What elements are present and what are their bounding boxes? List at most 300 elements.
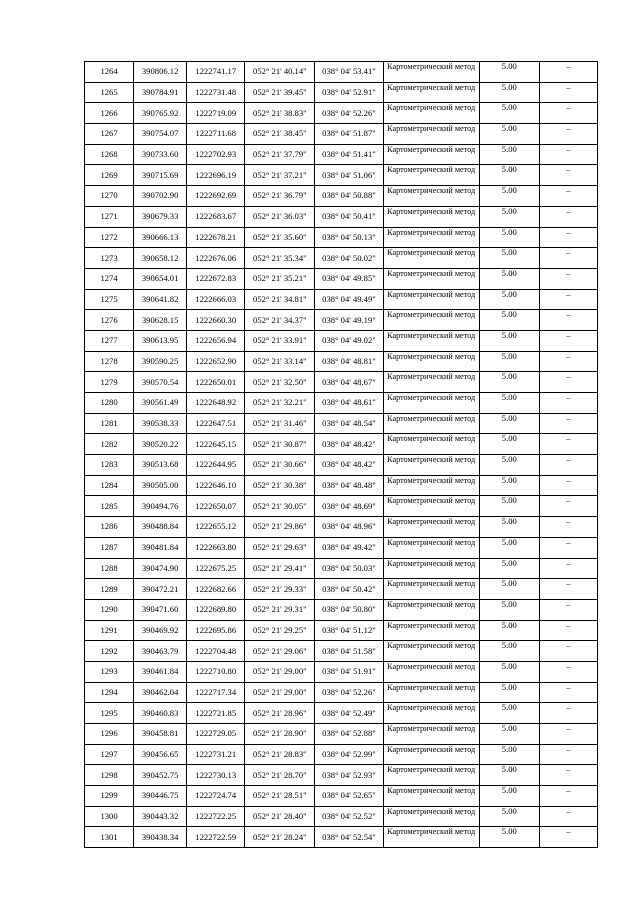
point-number-cell: 1267: [85, 124, 134, 145]
table-row: [85, 351, 598, 372]
latitude-cell: 052° 21' 31.46": [245, 413, 315, 434]
longitude-cell: 038° 04' 50.02": [315, 248, 383, 269]
y-coordinate-cell: 1222666.03: [187, 289, 245, 310]
longitude-cell: 038° 04' 49.42": [315, 537, 383, 558]
accuracy-cell: 5.00: [479, 620, 539, 641]
dash-cell: –: [539, 496, 597, 517]
table-row: [85, 806, 598, 827]
x-coordinate-cell: 390505.00: [134, 475, 187, 496]
method-cell: Картометрический метод: [383, 144, 479, 165]
latitude-cell: 052° 21' 28.40": [245, 806, 315, 827]
dash-cell: –: [539, 144, 597, 165]
point-number-cell: 1266: [85, 103, 134, 124]
y-coordinate-cell: 1222682.66: [187, 579, 245, 600]
table-row: [85, 703, 598, 724]
x-coordinate-cell: 390628.15: [134, 310, 187, 331]
table-row: [85, 289, 598, 310]
y-coordinate-cell: 1222719.09: [187, 103, 245, 124]
x-coordinate-cell: 390806.12: [134, 62, 187, 83]
latitude-cell: 052° 21' 30.05": [245, 496, 315, 517]
method-cell: Картометрический метод: [383, 806, 479, 827]
y-coordinate-cell: 1222721.85: [187, 703, 245, 724]
table-row: [85, 82, 598, 103]
latitude-cell: 052° 21' 29.25": [245, 620, 315, 641]
dash-cell: –: [539, 455, 597, 476]
longitude-cell: 038° 04' 48.54": [315, 413, 383, 434]
dash-cell: –: [539, 434, 597, 455]
table-row: [85, 186, 598, 207]
y-coordinate-cell: 1222722.59: [187, 827, 245, 848]
longitude-cell: 038° 04' 48.69": [315, 496, 383, 517]
y-coordinate-cell: 1222741.17: [187, 62, 245, 83]
dash-cell: –: [539, 475, 597, 496]
x-coordinate-cell: 390679.33: [134, 206, 187, 227]
point-number-cell: 1269: [85, 165, 134, 186]
longitude-cell: 038° 04' 51.91": [315, 661, 383, 682]
method-cell: Картометрический метод: [383, 517, 479, 538]
dash-cell: –: [539, 289, 597, 310]
longitude-cell: 038° 04' 48.42": [315, 455, 383, 476]
table-row: [85, 144, 598, 165]
latitude-cell: 052° 21' 29.06": [245, 641, 315, 662]
latitude-cell: 052° 21' 32.50": [245, 372, 315, 393]
y-coordinate-cell: 1222656.94: [187, 330, 245, 351]
coordinates-table: [84, 61, 598, 848]
accuracy-cell: 5.00: [479, 558, 539, 579]
table-row: [85, 558, 598, 579]
point-number-cell: 1290: [85, 599, 134, 620]
longitude-cell: 038° 04' 53.41": [315, 62, 383, 83]
latitude-cell: 052° 21' 30.87": [245, 434, 315, 455]
x-coordinate-cell: 390561.49: [134, 393, 187, 414]
x-coordinate-cell: 390538.33: [134, 413, 187, 434]
accuracy-cell: 5.00: [479, 724, 539, 745]
accuracy-cell: 5.00: [479, 248, 539, 269]
dash-cell: –: [539, 599, 597, 620]
accuracy-cell: 5.00: [479, 186, 539, 207]
accuracy-cell: 5.00: [479, 579, 539, 600]
table-row: [85, 765, 598, 786]
dash-cell: –: [539, 310, 597, 331]
method-cell: Картометрический метод: [383, 537, 479, 558]
latitude-cell: 052° 21' 28.83": [245, 744, 315, 765]
y-coordinate-cell: 1222722.25: [187, 806, 245, 827]
method-cell: Картометрический метод: [383, 455, 479, 476]
latitude-cell: 052° 21' 30.66": [245, 455, 315, 476]
latitude-cell: 052° 21' 28.51": [245, 786, 315, 807]
y-coordinate-cell: 1222724.74: [187, 786, 245, 807]
y-coordinate-cell: 1222648.92: [187, 393, 245, 414]
accuracy-cell: 5.00: [479, 765, 539, 786]
table-row: [85, 372, 598, 393]
longitude-cell: 038° 04' 50.41": [315, 206, 383, 227]
method-cell: Картометрический метод: [383, 393, 479, 414]
method-cell: Картометрический метод: [383, 268, 479, 289]
method-cell: Картометрический метод: [383, 744, 479, 765]
accuracy-cell: 5.00: [479, 103, 539, 124]
longitude-cell: 038° 04' 49.02": [315, 330, 383, 351]
point-number-cell: 1264: [85, 62, 134, 83]
dash-cell: –: [539, 744, 597, 765]
point-number-cell: 1296: [85, 724, 134, 745]
dash-cell: –: [539, 103, 597, 124]
longitude-cell: 038° 04' 50.42": [315, 579, 383, 600]
longitude-cell: 038° 04' 49.49": [315, 289, 383, 310]
accuracy-cell: 5.00: [479, 786, 539, 807]
y-coordinate-cell: 1222672.83: [187, 268, 245, 289]
x-coordinate-cell: 390488.84: [134, 517, 187, 538]
dash-cell: –: [539, 703, 597, 724]
x-coordinate-cell: 390494.76: [134, 496, 187, 517]
accuracy-cell: 5.00: [479, 455, 539, 476]
dash-cell: –: [539, 330, 597, 351]
point-number-cell: 1288: [85, 558, 134, 579]
method-cell: Картометрический метод: [383, 62, 479, 83]
method-cell: Картометрический метод: [383, 724, 479, 745]
table-row: [85, 165, 598, 186]
dash-cell: –: [539, 248, 597, 269]
point-number-cell: 1295: [85, 703, 134, 724]
latitude-cell: 052° 21' 35.60": [245, 227, 315, 248]
longitude-cell: 038° 04' 48.42": [315, 434, 383, 455]
x-coordinate-cell: 390520.22: [134, 434, 187, 455]
method-cell: Картометрический метод: [383, 475, 479, 496]
longitude-cell: 038° 04' 50.13": [315, 227, 383, 248]
point-number-cell: 1272: [85, 227, 134, 248]
point-number-cell: 1299: [85, 786, 134, 807]
point-number-cell: 1275: [85, 289, 134, 310]
table-row: [85, 124, 598, 145]
table-row: [85, 434, 598, 455]
accuracy-cell: 5.00: [479, 124, 539, 145]
longitude-cell: 038° 04' 50.03": [315, 558, 383, 579]
x-coordinate-cell: 390463.79: [134, 641, 187, 662]
latitude-cell: 052° 21' 29.63": [245, 537, 315, 558]
y-coordinate-cell: 1222731.48: [187, 82, 245, 103]
longitude-cell: 038° 04' 51.12": [315, 620, 383, 641]
method-cell: Картометрический метод: [383, 579, 479, 600]
method-cell: Картометрический метод: [383, 558, 479, 579]
method-cell: Картометрический метод: [383, 496, 479, 517]
table-row: [85, 517, 598, 538]
y-coordinate-cell: 1222675.25: [187, 558, 245, 579]
method-cell: Картометрический метод: [383, 682, 479, 703]
x-coordinate-cell: 390481.84: [134, 537, 187, 558]
dash-cell: –: [539, 641, 597, 662]
longitude-cell: 038° 04' 52.93": [315, 765, 383, 786]
point-number-cell: 1284: [85, 475, 134, 496]
y-coordinate-cell: 1222647.51: [187, 413, 245, 434]
point-number-cell: 1265: [85, 82, 134, 103]
method-cell: Картометрический метод: [383, 434, 479, 455]
method-cell: Картометрический метод: [383, 599, 479, 620]
latitude-cell: 052° 21' 28.90": [245, 724, 315, 745]
latitude-cell: 052° 21' 35.21": [245, 268, 315, 289]
latitude-cell: 052° 21' 29.86": [245, 517, 315, 538]
y-coordinate-cell: 1222663.80: [187, 537, 245, 558]
accuracy-cell: 5.00: [479, 475, 539, 496]
longitude-cell: 038° 04' 48.61": [315, 393, 383, 414]
point-number-cell: 1282: [85, 434, 134, 455]
accuracy-cell: 5.00: [479, 641, 539, 662]
method-cell: Картометрический метод: [383, 186, 479, 207]
accuracy-cell: 5.00: [479, 413, 539, 434]
point-number-cell: 1277: [85, 330, 134, 351]
longitude-cell: 038° 04' 52.49": [315, 703, 383, 724]
latitude-cell: 052° 21' 40.14": [245, 62, 315, 83]
point-number-cell: 1270: [85, 186, 134, 207]
x-coordinate-cell: 390458.81: [134, 724, 187, 745]
dash-cell: –: [539, 765, 597, 786]
y-coordinate-cell: 1222678.21: [187, 227, 245, 248]
dash-cell: –: [539, 620, 597, 641]
accuracy-cell: 5.00: [479, 806, 539, 827]
dash-cell: –: [539, 268, 597, 289]
y-coordinate-cell: 1222660.30: [187, 310, 245, 331]
latitude-cell: 052° 21' 28.24": [245, 827, 315, 848]
y-coordinate-cell: 1222710.80: [187, 661, 245, 682]
latitude-cell: 052° 21' 29.00": [245, 661, 315, 682]
dash-cell: –: [539, 62, 597, 83]
accuracy-cell: 5.00: [479, 393, 539, 414]
point-number-cell: 1276: [85, 310, 134, 331]
y-coordinate-cell: 1222730.13: [187, 765, 245, 786]
dash-cell: –: [539, 165, 597, 186]
method-cell: Картометрический метод: [383, 661, 479, 682]
point-number-cell: 1289: [85, 579, 134, 600]
point-number-cell: 1273: [85, 248, 134, 269]
method-cell: Картометрический метод: [383, 372, 479, 393]
latitude-cell: 052° 21' 34.81": [245, 289, 315, 310]
y-coordinate-cell: 1222683.67: [187, 206, 245, 227]
point-number-cell: 1301: [85, 827, 134, 848]
x-coordinate-cell: 390471.60: [134, 599, 187, 620]
table-row: [85, 827, 598, 848]
x-coordinate-cell: 390446.75: [134, 786, 187, 807]
latitude-cell: 052° 21' 37.21": [245, 165, 315, 186]
dash-cell: –: [539, 351, 597, 372]
latitude-cell: 052° 21' 28.96": [245, 703, 315, 724]
x-coordinate-cell: 390461.84: [134, 661, 187, 682]
dash-cell: –: [539, 786, 597, 807]
y-coordinate-cell: 1222650.07: [187, 496, 245, 517]
latitude-cell: 052° 21' 30.38": [245, 475, 315, 496]
method-cell: Картометрический метод: [383, 351, 479, 372]
longitude-cell: 038° 04' 50.80": [315, 599, 383, 620]
y-coordinate-cell: 1222689.80: [187, 599, 245, 620]
table-row: [85, 641, 598, 662]
point-number-cell: 1286: [85, 517, 134, 538]
accuracy-cell: 5.00: [479, 144, 539, 165]
latitude-cell: 052° 21' 33.14": [245, 351, 315, 372]
method-cell: Картометрический метод: [383, 248, 479, 269]
x-coordinate-cell: 390456.65: [134, 744, 187, 765]
dash-cell: –: [539, 393, 597, 414]
y-coordinate-cell: 1222704.48: [187, 641, 245, 662]
x-coordinate-cell: 390452.75: [134, 765, 187, 786]
dash-cell: –: [539, 806, 597, 827]
longitude-cell: 038° 04' 52.52": [315, 806, 383, 827]
table-row: [85, 62, 598, 83]
x-coordinate-cell: 390438.34: [134, 827, 187, 848]
dash-cell: –: [539, 661, 597, 682]
longitude-cell: 038° 04' 48.81": [315, 351, 383, 372]
method-cell: Картометрический метод: [383, 641, 479, 662]
dash-cell: –: [539, 372, 597, 393]
longitude-cell: 038° 04' 52.54": [315, 827, 383, 848]
table-row: [85, 682, 598, 703]
point-number-cell: 1291: [85, 620, 134, 641]
accuracy-cell: 5.00: [479, 682, 539, 703]
method-cell: Картометрический метод: [383, 413, 479, 434]
table-row: [85, 330, 598, 351]
method-cell: Картометрический метод: [383, 82, 479, 103]
dash-cell: –: [539, 579, 597, 600]
accuracy-cell: 5.00: [479, 268, 539, 289]
method-cell: Картометрический метод: [383, 703, 479, 724]
point-number-cell: 1292: [85, 641, 134, 662]
method-cell: Картометрический метод: [383, 289, 479, 310]
dash-cell: –: [539, 517, 597, 538]
x-coordinate-cell: 390654.01: [134, 268, 187, 289]
y-coordinate-cell: 1222692.69: [187, 186, 245, 207]
accuracy-cell: 5.00: [479, 434, 539, 455]
accuracy-cell: 5.00: [479, 496, 539, 517]
longitude-cell: 038° 04' 52.26": [315, 103, 383, 124]
y-coordinate-cell: 1222711.68: [187, 124, 245, 145]
longitude-cell: 038° 04' 52.91": [315, 82, 383, 103]
latitude-cell: 052° 21' 29.41": [245, 558, 315, 579]
y-coordinate-cell: 1222729.05: [187, 724, 245, 745]
method-cell: Картометрический метод: [383, 227, 479, 248]
dash-cell: –: [539, 682, 597, 703]
point-number-cell: 1278: [85, 351, 134, 372]
point-number-cell: 1268: [85, 144, 134, 165]
accuracy-cell: 5.00: [479, 599, 539, 620]
accuracy-cell: 5.00: [479, 227, 539, 248]
point-number-cell: 1298: [85, 765, 134, 786]
table-row: [85, 310, 598, 331]
y-coordinate-cell: 1222645.15: [187, 434, 245, 455]
accuracy-cell: 5.00: [479, 537, 539, 558]
dash-cell: –: [539, 227, 597, 248]
x-coordinate-cell: 390474.90: [134, 558, 187, 579]
accuracy-cell: 5.00: [479, 165, 539, 186]
point-number-cell: 1285: [85, 496, 134, 517]
accuracy-cell: 5.00: [479, 661, 539, 682]
method-cell: Картометрический метод: [383, 827, 479, 848]
longitude-cell: 038° 04' 51.06": [315, 165, 383, 186]
method-cell: Картометрический метод: [383, 206, 479, 227]
latitude-cell: 052° 21' 38.83": [245, 103, 315, 124]
accuracy-cell: 5.00: [479, 517, 539, 538]
point-number-cell: 1297: [85, 744, 134, 765]
dash-cell: –: [539, 82, 597, 103]
method-cell: Картометрический метод: [383, 786, 479, 807]
y-coordinate-cell: 1222655.12: [187, 517, 245, 538]
x-coordinate-cell: 390462.04: [134, 682, 187, 703]
latitude-cell: 052° 21' 28.70": [245, 765, 315, 786]
latitude-cell: 052° 21' 29.31": [245, 599, 315, 620]
table-row: [85, 661, 598, 682]
table-row: [85, 393, 598, 414]
x-coordinate-cell: 390590.25: [134, 351, 187, 372]
y-coordinate-cell: 1222646.10: [187, 475, 245, 496]
latitude-cell: 052° 21' 29.00": [245, 682, 315, 703]
coordinates-table-body: [85, 62, 598, 848]
table-row: [85, 599, 598, 620]
table-row: [85, 496, 598, 517]
table-row: [85, 206, 598, 227]
longitude-cell: 038° 04' 52.26": [315, 682, 383, 703]
accuracy-cell: 5.00: [479, 206, 539, 227]
x-coordinate-cell: 390733.60: [134, 144, 187, 165]
method-cell: Картометрический метод: [383, 620, 479, 641]
dash-cell: –: [539, 724, 597, 745]
x-coordinate-cell: 390784.91: [134, 82, 187, 103]
x-coordinate-cell: 390469.92: [134, 620, 187, 641]
x-coordinate-cell: 390702.90: [134, 186, 187, 207]
table-row: [85, 227, 598, 248]
point-number-cell: 1283: [85, 455, 134, 476]
x-coordinate-cell: 390513.68: [134, 455, 187, 476]
method-cell: Картометрический метод: [383, 330, 479, 351]
longitude-cell: 038° 04' 48.67": [315, 372, 383, 393]
accuracy-cell: 5.00: [479, 62, 539, 83]
accuracy-cell: 5.00: [479, 744, 539, 765]
longitude-cell: 038° 04' 48.48": [315, 475, 383, 496]
method-cell: Картометрический метод: [383, 310, 479, 331]
longitude-cell: 038° 04' 51.87": [315, 124, 383, 145]
accuracy-cell: 5.00: [479, 372, 539, 393]
table-row: [85, 744, 598, 765]
table-row: [85, 268, 598, 289]
table-row: [85, 786, 598, 807]
accuracy-cell: 5.00: [479, 330, 539, 351]
y-coordinate-cell: 1222696.19: [187, 165, 245, 186]
longitude-cell: 038° 04' 50.88": [315, 186, 383, 207]
x-coordinate-cell: 390754.07: [134, 124, 187, 145]
latitude-cell: 052° 21' 36.79": [245, 186, 315, 207]
latitude-cell: 052° 21' 39.45": [245, 82, 315, 103]
point-number-cell: 1280: [85, 393, 134, 414]
dash-cell: –: [539, 537, 597, 558]
y-coordinate-cell: 1222702.93: [187, 144, 245, 165]
point-number-cell: 1281: [85, 413, 134, 434]
table-row: [85, 413, 598, 434]
dash-cell: –: [539, 413, 597, 434]
dash-cell: –: [539, 206, 597, 227]
point-number-cell: 1294: [85, 682, 134, 703]
table-row: [85, 579, 598, 600]
x-coordinate-cell: 390613.95: [134, 330, 187, 351]
method-cell: Картометрический метод: [383, 124, 479, 145]
table-row: [85, 248, 598, 269]
accuracy-cell: 5.00: [479, 82, 539, 103]
x-coordinate-cell: 390666.13: [134, 227, 187, 248]
table-row: [85, 620, 598, 641]
longitude-cell: 038° 04' 49.85": [315, 268, 383, 289]
method-cell: Картометрический метод: [383, 165, 479, 186]
latitude-cell: 052° 21' 29.33": [245, 579, 315, 600]
point-number-cell: 1271: [85, 206, 134, 227]
latitude-cell: 052° 21' 32.21": [245, 393, 315, 414]
accuracy-cell: 5.00: [479, 703, 539, 724]
dash-cell: –: [539, 124, 597, 145]
latitude-cell: 052° 21' 33.91": [245, 330, 315, 351]
point-number-cell: 1274: [85, 268, 134, 289]
point-number-cell: 1287: [85, 537, 134, 558]
